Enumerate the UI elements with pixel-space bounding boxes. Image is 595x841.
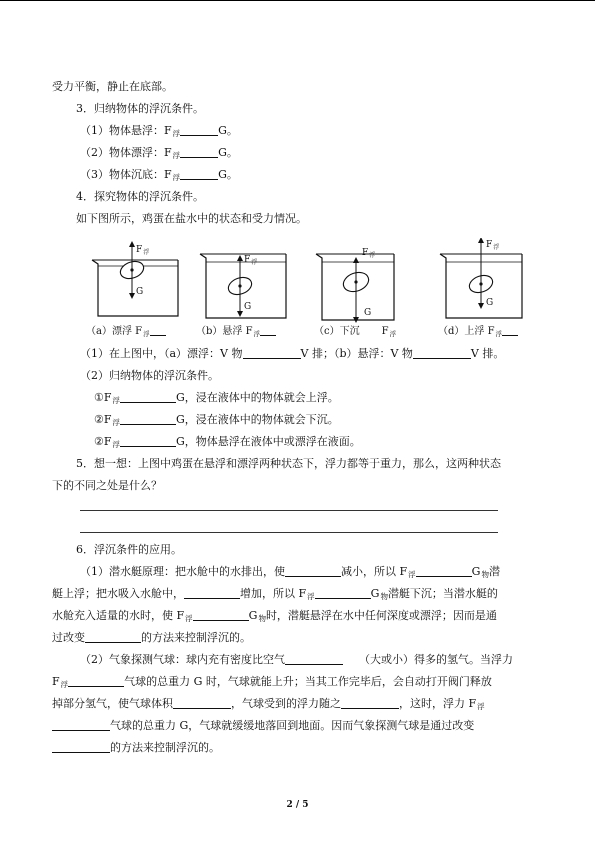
q1-text: V 排；（b）悬浮：V 物	[300, 347, 413, 360]
answer-blank[interactable]	[68, 675, 124, 687]
sub-label: 浮	[477, 702, 485, 711]
buoyancy-label-b	[244, 255, 257, 266]
condition-text: G，浸在液体中的物体就会下沉。	[176, 413, 339, 426]
caption-blank[interactable]	[502, 326, 518, 336]
caption-d	[438, 322, 518, 338]
answer-blank[interactable]	[416, 565, 472, 577]
sub1-line-2	[52, 587, 498, 604]
sub-label: 浮	[408, 570, 416, 579]
caption-sub: 浮	[253, 330, 261, 338]
beaker-b	[200, 254, 286, 318]
gravity-label-b: G	[244, 302, 252, 312]
q1-text: （1）在上图中，（a）漂浮：V 物	[80, 347, 243, 360]
sub2-line-3	[52, 697, 485, 714]
condition-text: G，浸在液体中的物体就会上浮。	[176, 391, 339, 404]
condition-2	[94, 413, 339, 430]
sub-label: 物	[380, 592, 388, 601]
sub2-line-4	[52, 719, 474, 733]
caption-text: （a）漂浮 F	[86, 326, 143, 337]
answer-blank[interactable]	[285, 565, 341, 577]
sub2-text: （2）气象探测气球：球内充有密度比空气	[80, 653, 285, 666]
condition-1	[94, 391, 339, 408]
answer-blank[interactable]	[315, 587, 371, 599]
answer-blank[interactable]	[173, 697, 231, 709]
sub-label: 浮	[172, 129, 181, 138]
caption-c	[314, 322, 396, 338]
sub2-text: F	[52, 675, 60, 688]
sub-label: 物	[481, 570, 489, 579]
item-text: G。	[218, 146, 238, 159]
gravity-label-d: G	[486, 298, 494, 308]
force-sub: 浮	[493, 244, 500, 251]
caption-sub: 浮	[389, 330, 397, 338]
caption-b	[196, 322, 276, 338]
section6-heading: 6．浮沉条件的应用。	[76, 543, 182, 556]
condition-sub: 浮	[112, 440, 120, 449]
sub-label: 物	[258, 614, 266, 623]
item-text: G。	[218, 168, 238, 181]
section4-q2-heading: （2）归纳物体的浮沉条件。	[80, 369, 219, 382]
answer-blank[interactable]	[120, 413, 176, 425]
sub-label: 浮	[172, 151, 181, 160]
item-text: （3）物体沉底：F	[80, 168, 172, 181]
answer-blank[interactable]	[341, 697, 399, 709]
answer-blank[interactable]	[180, 168, 218, 180]
answer-blank[interactable]	[180, 124, 218, 136]
answer-blank[interactable]	[85, 631, 141, 643]
force-letter: F	[244, 255, 251, 265]
condition-sub: 浮	[112, 418, 120, 427]
condition-sub: 浮	[112, 396, 120, 405]
sub2-text: 的方法来控制浮沉的。	[110, 741, 220, 754]
answer-blank[interactable]	[285, 653, 343, 665]
page-top-rule	[0, 0, 595, 1]
sub1-text: 水舱充入适量的水时，使 F	[52, 609, 185, 622]
sub1-text: 的方法来控制浮沉的。	[141, 631, 251, 644]
sub1-line-4	[52, 631, 251, 645]
caption-text: （c）下沉	[314, 326, 360, 337]
answer-blank[interactable]	[52, 719, 110, 731]
answer-blank[interactable]	[193, 609, 249, 621]
buoyancy-label-d	[486, 240, 499, 251]
beaker-d	[440, 240, 522, 318]
caption-sub: 浮	[143, 330, 150, 338]
caption-blank[interactable]	[150, 326, 166, 336]
caption-text: （d）上浮 F	[438, 326, 495, 337]
caption-text: （b）悬浮 F	[196, 326, 253, 337]
force-letter: F	[136, 245, 143, 255]
sub-label: 浮	[307, 592, 315, 601]
answer-line-2[interactable]	[80, 532, 498, 533]
caption-text: F	[381, 326, 389, 337]
sub1-text: 减小，所以 F	[341, 565, 408, 578]
sub1-line-3	[52, 609, 497, 626]
sub2-text: ，这时，浮力 F	[399, 697, 477, 710]
answer-blank[interactable]	[180, 146, 218, 158]
buoyancy-label-c	[362, 248, 375, 259]
sub2-line-2	[52, 675, 492, 692]
section5-line-2: 下的不同之处是什么？	[52, 479, 162, 492]
sub1-text: 增加，所以 F	[240, 587, 307, 600]
section4-intro: 如下图所示，鸡蛋在盐水中的状态和受力情况。	[76, 212, 307, 225]
answer-blank[interactable]	[243, 347, 301, 359]
sub2-text: 气球的总重力 G 时，气球就能上升；当其工作完毕后，会自动打开阀门释放	[124, 675, 492, 688]
sub1-text: G	[471, 565, 481, 578]
item-text: （1）物体悬浮：F	[80, 124, 172, 137]
sub2-line-1	[80, 653, 513, 667]
intro-line: 受力平衡，静止在底部。	[52, 80, 173, 93]
sub-label: 浮	[60, 680, 69, 689]
item-text: G。	[218, 124, 238, 137]
item-text: （2）物体漂浮：F	[80, 146, 172, 159]
caption-sub: 浮	[495, 330, 503, 338]
sub-label: 浮	[172, 173, 181, 182]
section4-heading: 4．探究物体的浮沉条件。	[76, 190, 204, 203]
section5-line-1: 5．想一想：上图中鸡蛋在悬浮和漂浮两种状态下，浮力都等于重力，那么，这两种状态	[76, 457, 501, 470]
answer-blank[interactable]	[413, 347, 471, 359]
answer-blank[interactable]	[120, 391, 176, 403]
section4-q1	[80, 347, 504, 361]
force-sub: 浮	[369, 252, 376, 259]
gravity-label-a: G	[136, 287, 144, 297]
sub2-text: ，气球受到的浮力随之	[231, 697, 341, 710]
q1-text: V 排。	[470, 347, 505, 360]
beaker-figure	[76, 238, 536, 342]
caption-blank[interactable]	[260, 326, 276, 336]
sub-label: 浮	[185, 614, 193, 623]
gravity-label-c: G	[364, 308, 372, 318]
section3-item-2	[80, 146, 238, 163]
force-letter: F	[486, 240, 493, 250]
buoyancy-label-a	[136, 245, 149, 256]
sub1-text: G	[248, 609, 258, 622]
sub1-text: 时，潜艇悬浮在水中任何深度或漂浮；因而是通	[265, 609, 497, 622]
answer-blank[interactable]	[52, 741, 110, 753]
condition-mark: ②F	[94, 413, 112, 426]
force-letter: F	[362, 248, 369, 258]
sub1-text: 潜艇下沉；当潜水艇的	[387, 587, 498, 600]
force-sub: 浮	[251, 259, 258, 266]
sub1-text: 潜	[488, 565, 500, 578]
sub1-text: （1）潜水艇原理：把水舱中的水排出，使	[80, 565, 285, 578]
force-sub: 浮	[143, 249, 150, 256]
sub1-text: 艇上浮；把水吸入水舱中，	[52, 587, 184, 600]
answer-line-1[interactable]	[80, 510, 498, 511]
condition-3	[94, 435, 361, 452]
caption-a	[86, 322, 166, 338]
sub2-text: （大或小）得多的氢气。当浮力	[359, 653, 513, 666]
condition-mark: ①F	[94, 391, 112, 404]
sub2-line-5	[52, 741, 220, 755]
page-number: 2 / 5	[286, 800, 309, 810]
sub2-text: 掉部分氢气，使气球体积	[52, 697, 173, 710]
sub1-line-1	[80, 565, 500, 582]
sub2-text: 气球的总重力 G，气球就缓缓地落回到地面。因而气象探测气球是通过改变	[110, 719, 475, 732]
answer-blank[interactable]	[120, 435, 176, 447]
sub1-text: 过改变	[52, 631, 85, 644]
beaker-a	[92, 244, 178, 316]
section3-heading: 3．归纳物体的浮沉条件。	[76, 102, 204, 115]
condition-mark: ②F	[94, 435, 112, 448]
condition-text: G，物体悬浮在液体中或漂浮在液面。	[176, 435, 361, 448]
answer-blank[interactable]	[184, 587, 240, 599]
section3-item-1	[80, 124, 238, 141]
sub1-text: G	[370, 587, 380, 600]
beaker-c	[316, 254, 394, 320]
section3-item-3	[80, 168, 238, 185]
